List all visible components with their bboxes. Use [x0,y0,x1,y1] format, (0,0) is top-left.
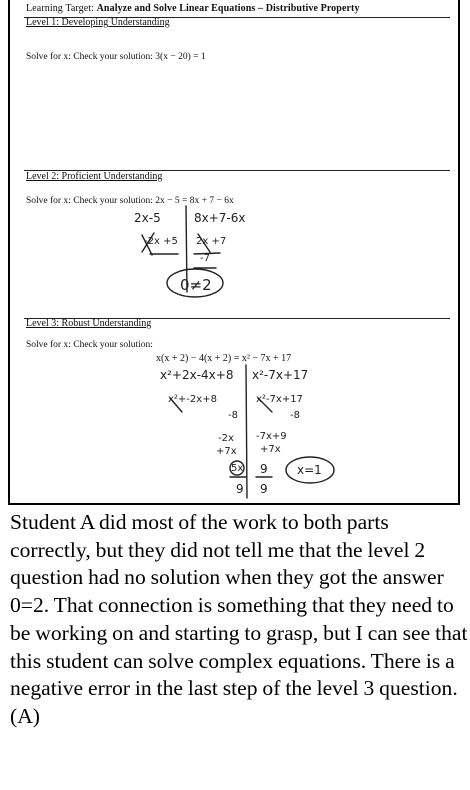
l3-left-line6: 5x [231,463,244,474]
l3-left-line7: 9 [236,482,244,496]
l3-left-line5: +7x [216,446,237,457]
l2-answer-circle [167,269,223,297]
l2-right-line3: -7 [200,253,210,264]
l2-right-line2: 2x +7 [196,236,227,247]
l3-right-line2: x²-7x+17 [256,394,303,405]
l3-right-line7: 9 [260,482,268,496]
l3-left-line3: -8 [228,410,238,421]
l3-divider-line [246,365,247,498]
level1-prompt: Solve for x: Check your solution: 3(x − 20) = 1 [26,52,206,62]
l3-left-line4: -2x [218,433,234,444]
l3-answer: x=1 [297,463,322,477]
l3-left-line2: x²+-2x+8 [168,394,217,405]
handwriting-strokes [10,0,462,505]
title-bold: Analyze and Solve Linear Equations – Distributive Property [96,3,360,14]
level3-prompt: Solve for x: Check your solution: [26,340,153,350]
l3-circle-5x [230,461,244,475]
worksheet-scan [8,0,460,505]
l2-divider-line [186,206,187,292]
l2-left-line2: -2x +5 [144,236,178,247]
l2-answer: 0≠2 [180,276,212,294]
level3-equation: x(x + 2) − 4(x + 2) = x² − 7x + 17 [156,353,292,364]
teacher-comment: Student A did most of the work to both parts correctly, but they did not tell me that the level 2 question had no solution when they got the answer 0=2. That connection is something that they need to be working on and starting to grasp, but I can see that this student can solve complex equations. There is a negative error in the last step of the level 3 question. (A) [10,510,468,728]
l3-answer-oval [286,457,334,483]
l3-left-line1: x²+2x-4x+8 [160,368,234,382]
l2-right-line1: 8x+7-6x [194,211,246,225]
l3-right-line1: x²-7x+17 [252,368,309,382]
title-prefix: Learning Target: [26,3,97,14]
level3-label: Level 3: Robust Understanding [26,318,152,329]
level1-label: Level 1: Developing Understanding [26,17,170,28]
l3-right-line6: 9 [260,462,268,476]
l3-right-line4: -7x+9 [256,431,287,442]
l3-right-line5: +7x [260,444,281,455]
l3-right-line3: -8 [290,410,300,421]
level2-label: Level 2: Proficient Understanding [26,171,163,182]
l2-left-line1: 2x-5 [134,211,161,225]
level2-prompt: Solve for x: Check your solution: 2x − 5 = 8x + 7 − 6x [26,196,234,206]
